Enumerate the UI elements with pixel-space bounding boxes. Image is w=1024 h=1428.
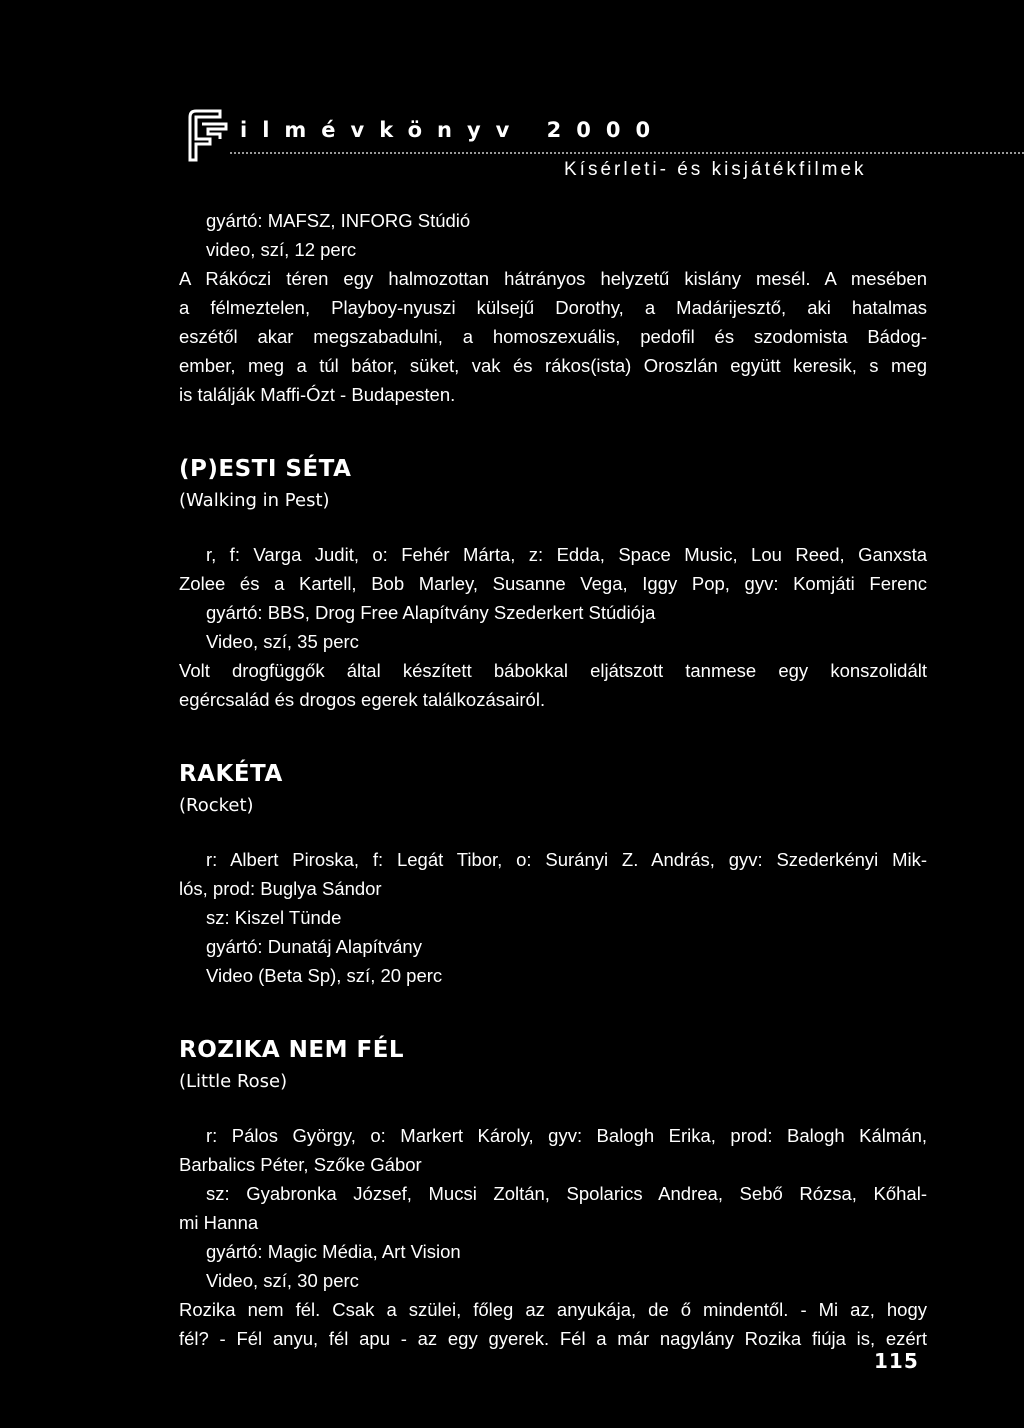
synopsis-line: Volt drogfüggők által készített bábokkal eljátszott tanmese egy konszolidált [179,660,927,681]
credit-line: r, f: Varga Judit, o: Fehér Márta, z: Edda, Space Music, Lou Reed, Ganxsta [206,544,927,565]
synopsis-line: egércsalád és drogos egerek találkozásairól. [179,689,546,710]
film-english-title: (Rocket) [179,795,254,816]
page-header [186,104,1024,184]
page-content [179,206,927,1353]
filmevkonyv-logo-f-icon [186,104,234,164]
credit-line: Video (Beta Sp), szí, 20 perc [206,965,443,986]
synopsis-line: is találják Maffi-Ózt - Budapesten. [179,384,456,405]
credit-line: gyártó: Dunatáj Alapítvány [206,936,422,957]
synopsis-line: eszétől akar megszabadulni, a homoszexuális, pedofil és szodomista Bádog- [179,326,927,347]
credit-line: r: Pálos György, o: Markert Károly, gyv: Balogh Erika, prod: Balogh Kálmán, [206,1125,927,1146]
film-title: ROZIKA NEM FÉL [179,1037,405,1063]
credit-line: Video, szí, 30 perc [206,1270,359,1291]
synopsis-line: A Rákóczi téren egy halmozottan hátrányos helyzetű kislány mesél. A mesében [179,268,927,289]
synopsis-line: fél? - Fél anyu, fél apu - az egy gyerek. Fél a már nagylány Rozika fiúja is, ezért [179,1328,927,1349]
credit-line: sz: Gyabronka József, Mucsi Zoltán, Spolarics Andrea, Sebő Rózsa, Kőhal- [206,1183,927,1204]
credit-line: video, szí, 12 perc [206,239,357,260]
credit-line: Zolee és a Kartell, Bob Marley, Susanne Vega, Iggy Pop, gyv: Komjáti Ferenc [179,573,927,594]
credit-line: mi Hanna [179,1212,259,1233]
credit-line: Barbalics Péter, Szőke Gábor [179,1154,422,1175]
credit-line: gyártó: Magic Média, Art Vision [206,1241,461,1262]
header-dotted-rule [230,152,1024,154]
credit-line: lós, prod: Buglya Sándor [179,878,382,899]
film-title: (P)ESTI SÉTA [179,456,352,482]
credit-line: sz: Kiszel Tünde [206,907,342,928]
synopsis-line: Rozika nem fél. Csak a szülei, főleg az anyukája, de ő mindentől. - Mi az, hogy [179,1299,927,1320]
credit-line: gyártó: MAFSZ, INFORG Stúdió [206,210,471,231]
credit-line: r: Albert Piroska, f: Legát Tibor, o: Surányi Z. András, gyv: Szederkényi Mik- [206,849,927,870]
film-title: RAKÉTA [179,761,283,787]
book-title: ilmévkönyv 2000 [240,118,666,142]
credit-line: Video, szí, 35 perc [206,631,359,652]
credit-line: gyártó: BBS, Drog Free Alapítvány Szederkert Stúdiója [206,602,656,623]
synopsis-line: a félmeztelen, Playboy-nyuszi külsejű Dorothy, a Madárijesztő, aki hatalmas [179,297,927,318]
film-english-title: (Little Rose) [179,1071,288,1092]
page-number: 115 [874,1349,919,1373]
synopsis-line: ember, meg a túl bátor, süket, vak és rákos(ista) Oroszlán együtt keresik, s meg [179,355,927,376]
film-entry-rozika-nem-fel [179,1033,927,1353]
section-title: Kísérleti- és kisjátékfilmek [564,159,867,180]
previous-film-continuation [179,206,927,409]
film-entry-pesti-seta [179,452,927,714]
film-english-title: (Walking in Pest) [179,490,330,511]
film-entry-raketa [179,757,927,990]
